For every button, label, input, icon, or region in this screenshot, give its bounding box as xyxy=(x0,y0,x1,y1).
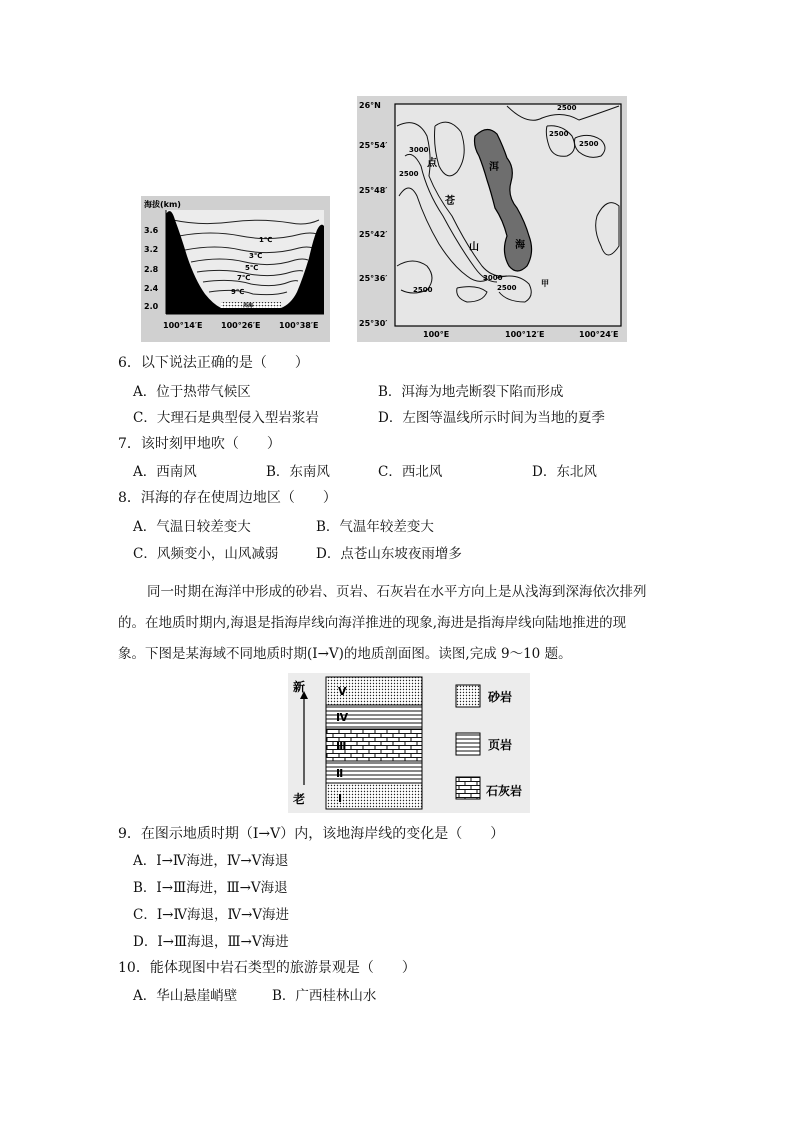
temperature-profile-figure xyxy=(141,196,330,342)
intro-line-3: 象。下图是某海域不同地质时期(Ⅰ→Ⅴ)的地质剖面图。读图,完成 9～10 题。 xyxy=(118,646,572,662)
question-9-option-b[interactable]: B．Ⅰ→Ⅲ海进，Ⅲ→Ⅴ海退 xyxy=(133,880,288,896)
question-7-option-d[interactable]: D．东北风 xyxy=(532,464,597,480)
question-9-option-c[interactable]: C．Ⅰ→Ⅳ海退，Ⅳ→Ⅴ海进 xyxy=(133,907,290,923)
y-axis-label: 海拔(km) xyxy=(144,200,181,209)
contour-label: 2500 xyxy=(549,130,569,138)
lat-tick: 25°30′ xyxy=(359,319,388,328)
question-9-option-a[interactable]: A．Ⅰ→Ⅳ海进，Ⅳ→Ⅴ海退 xyxy=(133,853,289,869)
question-8-option-d[interactable]: D．点苍山东坡夜雨增多 xyxy=(316,546,462,562)
isotherm-label: 1℃ xyxy=(259,236,273,244)
contour-label: 2500 xyxy=(399,170,419,178)
layer-label: Ⅲ xyxy=(336,740,347,753)
contour-label: 3000 xyxy=(409,146,429,154)
layer-label: Ⅳ xyxy=(336,711,349,724)
place-label-shan: 山 xyxy=(469,242,479,253)
lat-tick: 25°48′ xyxy=(359,186,388,195)
layer-label: Ⅱ xyxy=(336,767,344,780)
question-9-option-d[interactable]: D．Ⅰ→Ⅲ海退，Ⅲ→Ⅴ海进 xyxy=(133,934,289,950)
intro-line-2: 的。在地质时期内,海退是指海岸线向海洋推进的现象,海进是指海岸线向陆地推进的现 xyxy=(118,615,627,631)
x-tick: 100°26′E xyxy=(221,321,261,330)
question-6-option-a[interactable]: A．位于热带气候区 xyxy=(133,384,251,400)
question-6-option-b[interactable]: B．洱海为地壳断裂下陷而形成 xyxy=(378,384,564,400)
contour-label: 2500 xyxy=(557,104,577,112)
y-tick: 3.6 xyxy=(144,226,159,235)
question-7-option-b[interactable]: B．东南风 xyxy=(266,464,330,480)
legend-label-shale: 页岩 xyxy=(488,738,513,752)
contour-label: 2500 xyxy=(579,140,599,148)
question-8-option-b[interactable]: B．气温年较差变大 xyxy=(316,519,434,535)
lon-tick: 100°12′E xyxy=(505,330,545,339)
lake-label: 洱海 xyxy=(243,303,254,309)
question-8-option-a[interactable]: A．气温日较差变大 xyxy=(133,519,251,535)
lat-tick: 25°54′ xyxy=(359,141,388,150)
lon-tick: 100°E xyxy=(423,330,450,339)
lon-tick: 100°24′E xyxy=(579,330,619,339)
isotherm-label: 7℃ xyxy=(237,274,251,282)
layer-label: Ⅰ xyxy=(338,792,343,805)
isotherm-label: 5℃ xyxy=(245,264,259,272)
question-9-stem: 9．在图示地质时期（Ⅰ→Ⅴ）内，该地海岸线的变化是（ ） xyxy=(118,826,505,842)
layer-label: Ⅴ xyxy=(338,685,347,698)
axis-label-old: 老 xyxy=(293,792,306,806)
place-label-cang: 苍 xyxy=(445,196,455,207)
question-7-option-c[interactable]: C．西北风 xyxy=(378,464,443,480)
strata-section-figure xyxy=(288,673,530,813)
question-8-stem: 8．洱海的存在使周边地区（ ） xyxy=(118,490,337,506)
question-7-option-a[interactable]: A．西南风 xyxy=(133,464,197,480)
question-8-option-c[interactable]: C．风频变小，山风减弱 xyxy=(133,546,279,562)
intro-line-1: 同一时期在海洋中形成的砂岩、页岩、石灰岩在水平方向上是从浅海到深海依次排列 xyxy=(147,584,647,600)
contour-label: 2500 xyxy=(497,284,517,292)
point-label-jia: 甲 xyxy=(541,279,549,288)
question-6-option-d[interactable]: D．左图等温线所示时间为当地的夏季 xyxy=(378,410,605,426)
question-10-stem: 10．能体现图中岩石类型的旅游景观是（ ） xyxy=(118,960,416,976)
x-tick: 100°38′E xyxy=(279,321,319,330)
lake-label-er: 洱 xyxy=(489,162,499,173)
question-10-option-b[interactable]: B．广西桂林山水 xyxy=(272,988,377,1004)
question-10-option-a[interactable]: A．华山悬崖峭壁 xyxy=(133,988,238,1004)
lake-label-hai: 海 xyxy=(515,240,525,251)
contour-label: 3000 xyxy=(483,274,503,282)
question-7-stem: 7．该时刻甲地吹（ ） xyxy=(118,436,281,452)
lat-tick: 25°36′ xyxy=(359,274,388,283)
y-tick: 2.0 xyxy=(144,302,159,311)
legend-label-sandstone: 砂岩 xyxy=(488,690,513,704)
lat-tick: 25°42′ xyxy=(359,230,388,239)
lat-tick: 26°N xyxy=(359,101,381,110)
place-label-dian: 点 xyxy=(427,158,437,169)
question-6-stem: 6．以下说法正确的是（ ） xyxy=(118,355,309,371)
isotherm-label: 3℃ xyxy=(249,252,263,260)
y-tick: 2.4 xyxy=(144,284,159,293)
contour-label: 2500 xyxy=(413,286,433,294)
legend-label-limestone: 石灰岩 xyxy=(486,784,523,798)
contour-map-figure xyxy=(357,96,627,342)
x-tick: 100°14′E xyxy=(163,321,203,330)
y-tick: 3.2 xyxy=(144,245,159,254)
isotherm-label: 9℃ xyxy=(231,288,245,296)
question-6-option-c[interactable]: C．大理石是典型侵入型岩浆岩 xyxy=(133,410,319,426)
axis-label-new: 新 xyxy=(293,680,306,694)
y-tick: 2.8 xyxy=(144,265,159,274)
